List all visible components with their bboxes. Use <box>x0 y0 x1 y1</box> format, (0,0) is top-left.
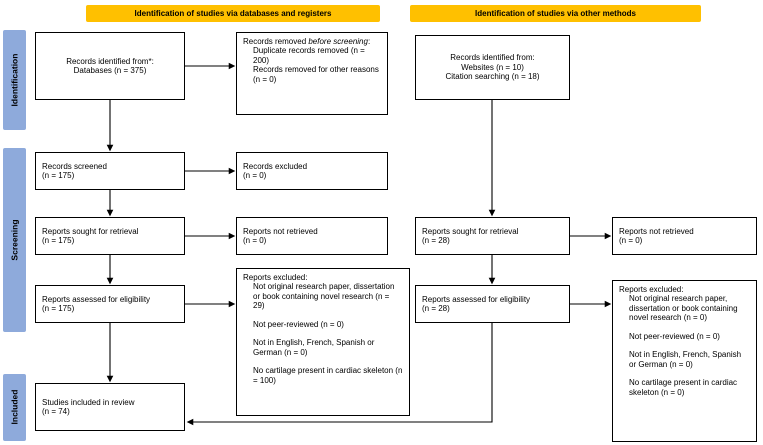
box-reports-assessed-other <box>415 285 570 323</box>
reports-excluded-db-item3: Not in English, French, Spanish or German (n = 0) <box>253 338 375 357</box>
box-studies-included <box>35 383 185 431</box>
reports-not-retrieved-db-line1: Reports not retrieved <box>243 226 318 236</box>
header-databases-registers-label: Identification of studies via databases and registers <box>134 8 332 18</box>
records-screened-line2: (n = 175) <box>42 171 75 180</box>
stage-identification-label: Identification <box>9 53 20 107</box>
header-other-methods-label: Identification of studies via other methods <box>475 8 636 18</box>
stage-screening <box>3 148 26 332</box>
box-reports-sought-databases <box>35 217 185 255</box>
reports-not-retrieved-other-line2: (n = 0) <box>619 236 643 245</box>
box-records-screened <box>35 152 185 190</box>
reports-excluded-other-item4: No cartilage present in cardiac skeleton (n = 0) <box>629 378 738 397</box>
reports-sought-other-line1: Reports sought for retrieval <box>422 226 519 236</box>
box-reports-not-retrieved-other <box>612 217 757 255</box>
records-excluded-line1: Records excluded <box>243 161 308 171</box>
reports-sought-other-line2: (n = 28) <box>422 236 450 245</box>
box-reports-not-retrieved-databases <box>236 217 388 255</box>
reports-excluded-other-item3: Not in English, French, Spanish or German (n = 0) <box>629 350 742 369</box>
reports-excluded-db-item4: No cartilage present in cardiac skeleton (n = 100) <box>253 366 403 385</box>
records-identified-other-line2: Websites (n = 10) <box>461 62 524 72</box>
records-identified-other-line3: Citation searching (n = 18) <box>445 72 540 82</box>
reports-assessed-other-line2: (n = 28) <box>422 304 450 313</box>
reports-assessed-other-line1: Reports assessed for eligibility <box>422 294 531 304</box>
reports-assessed-db-line2: (n = 175) <box>42 304 75 313</box>
reports-sought-db-line2: (n = 175) <box>42 236 75 245</box>
records-removed-title-prefix: Records removed <box>243 37 309 46</box>
box-records-excluded <box>236 152 388 190</box>
stage-screening-label: Screening <box>9 219 20 261</box>
records-excluded-line2: (n = 0) <box>243 171 267 180</box>
header-other-methods <box>410 5 701 22</box>
reports-excluded-other-item1: Not original research paper, dissertation or book containing novel research (n = 0) <box>629 294 738 323</box>
header-databases-registers <box>86 5 380 22</box>
box-records-identified-other <box>415 35 570 100</box>
records-removed-item2: Records removed for other reasons (n = 0) <box>253 65 379 84</box>
records-removed-title <box>243 37 381 46</box>
studies-included-line2: (n = 74) <box>42 407 70 416</box>
reports-assessed-db-line1: Reports assessed for eligibility <box>42 294 151 304</box>
reports-excluded-db-title: Reports excluded: <box>243 273 308 282</box>
records-identified-db-line1: Records identified from*: <box>66 56 154 66</box>
records-identified-other-line1: Records identified from: <box>450 53 535 63</box>
reports-sought-db-line1: Reports sought for retrieval <box>42 226 139 236</box>
records-removed-title-italic: before screening <box>308 37 368 46</box>
reports-excluded-db-item1: Not original research paper, dissertation or book containing novel research (n = 29) <box>253 282 395 311</box>
reports-not-retrieved-db-line2: (n = 0) <box>243 236 267 245</box>
records-removed-title-suffix: : <box>367 37 371 46</box>
stage-identification <box>3 30 26 130</box>
records-identified-db-line2: Databases (n = 375) <box>73 66 147 75</box>
box-records-removed <box>236 32 388 115</box>
box-reports-excluded-other <box>612 280 757 442</box>
stage-included <box>3 374 26 441</box>
reports-excluded-other-item2: Not peer-reviewed (n = 0) <box>629 331 720 341</box>
box-records-identified-databases <box>35 32 185 100</box>
box-reports-assessed-databases <box>35 285 185 323</box>
records-removed-item1: Duplicate records removed (n = 200) <box>253 46 365 65</box>
box-reports-sought-other <box>415 217 570 255</box>
records-screened-line1: Records screened <box>42 161 107 171</box>
reports-excluded-db-item2: Not peer-reviewed (n = 0) <box>253 319 344 329</box>
reports-excluded-other-title: Reports excluded: <box>619 285 684 294</box>
studies-included-line1: Studies included in review <box>42 397 135 407</box>
stage-included-label: Included <box>9 390 20 425</box>
box-reports-excluded-databases <box>236 268 410 416</box>
reports-not-retrieved-other-line1: Reports not retrieved <box>619 226 694 236</box>
